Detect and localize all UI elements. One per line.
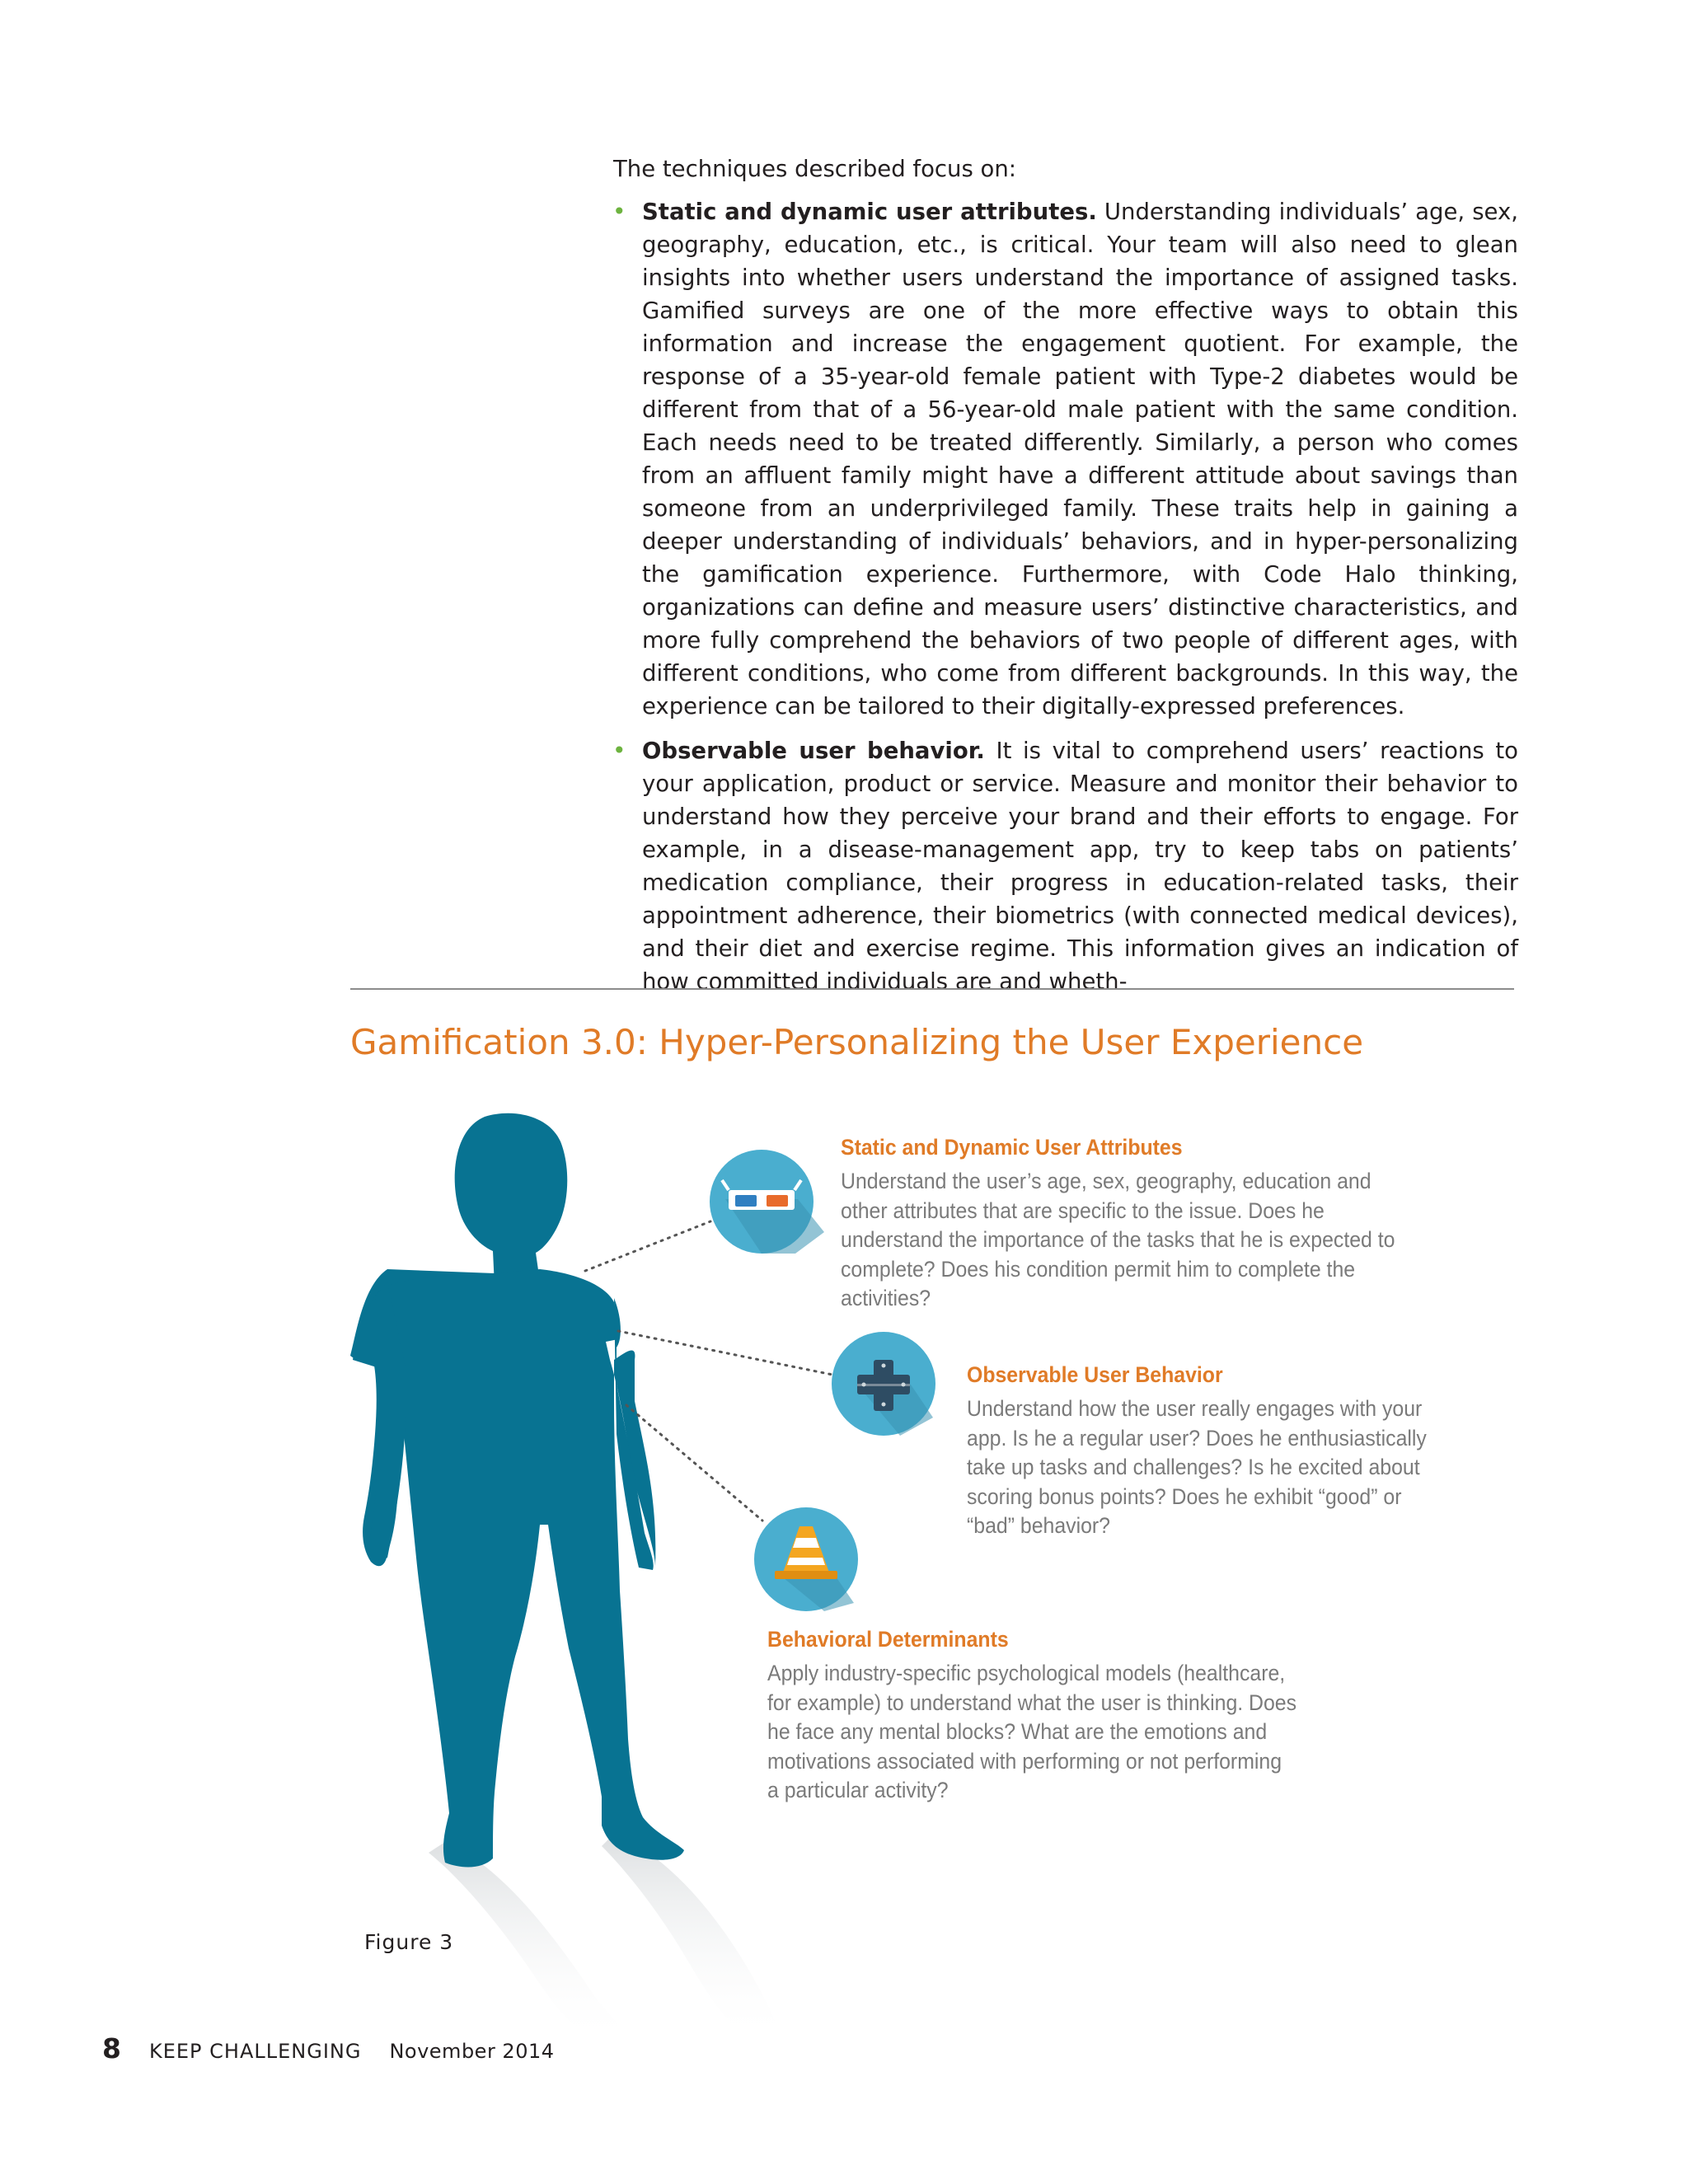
callout-static-attributes [841, 1135, 1457, 1314]
bullet-lead: Static and dynamic user attributes. [642, 199, 1097, 225]
connector-line [618, 1331, 832, 1375]
callout-text: Apply industry-specific psychological models (healthcare, for example) to understand what the user is thinking. Does he face any mental blocks? What are the emotions and motivations associated with performing or not performing a particular activity? [767, 1661, 1297, 1802]
callout-title: Static and Dynamic User Attributes [841, 1135, 1183, 1160]
bullet-icon: • [612, 198, 626, 225]
bullet-text: It is vital to comprehend users’ reactions to your application, product or service. Measure and monitor their behavior to understand how they perceive your brand and their efforts to engage. For example, in a disease-management app, try to keep tabs on patients’ medication compliance, their progress in education-related tasks, their appointment adherence, their biometrics (with connected medical devices), and their diet and exercise regime. This information gives an indication of how committed individuals are and wheth- [642, 738, 1518, 995]
callout-observable-behavior [967, 1362, 1494, 1541]
callout-text: Understand the user’s age, sex, geography, education and other attributes that are specific to the issue. Does he understand the importance of the tasks that he is expected to complete? Does his condition permit him to complete the activities? [841, 1169, 1395, 1310]
3d-glasses-icon [710, 1150, 824, 1254]
traffic-cone-icon [754, 1507, 858, 1611]
page-footer [102, 2032, 555, 2065]
callout-title: Behavioral Determinants [767, 1627, 1009, 1652]
figure-caption: Figure 3 [364, 1930, 454, 1954]
list-item [610, 734, 1518, 998]
game-controller-icon [832, 1332, 935, 1436]
publication-name: KEEP CHALLENGING [148, 2040, 362, 2063]
person-silhouette [350, 1113, 684, 1868]
connector-line [585, 1221, 710, 1271]
page-number: 8 [102, 2032, 121, 2064]
list-item [610, 195, 1518, 723]
person-shadow [429, 1834, 778, 2045]
figure-title: Gamification 3.0: Hyper-Personalizing the User Experience [350, 1022, 1364, 1062]
publication-date: November 2014 [389, 2040, 555, 2063]
bullet-icon: • [612, 737, 626, 764]
bullet-lead: Observable user behavior. [642, 738, 985, 764]
callout-text: Understand how the user really engages with your app. Is he a regular user? Does he enthusiastically take up tasks and challenges? Is he excited about scoring bonus points? Does he exhibit “good” or “bad” behavior? [967, 1396, 1427, 1538]
callout-title: Observable User Behavior [967, 1362, 1223, 1387]
intro-paragraph: The techniques described focus on: [613, 156, 1017, 182]
bullet-text: Understanding individuals’ age, sex, geography, education, etc., is critical. Your team will also need to glean insights into whether users understand the importance of assigned tasks. Gamified surveys are one of the more effective ways to obtain this information and increase the engagement quotient. For example, the response of a 35-year-old female patient with Type-2 diabetes would be different from that of a 56-year-old male patient with the same condition. Each needs need to be treated differently. Similarly, a person who comes from an affluent family might have a different attitude about savings than someone from an underprivileged family. These traits help in gaining a deeper understanding of individuals’ behaviors, and in hyper-personalizing the gamification experience. Furthermore, with Code Halo thinking, organizations can define and measure users’ distinctive characteristics, and more fully comprehend the behaviors of two people of different ages, with different conditions, who come from different backgrounds. In this way, the experience can be tailored to their digitally-expressed preferences. [642, 199, 1518, 719]
technique-list [610, 195, 1518, 998]
callout-behavioral-determinants [767, 1627, 1344, 1806]
section-divider [350, 988, 1514, 990]
article-body [610, 152, 1518, 1010]
